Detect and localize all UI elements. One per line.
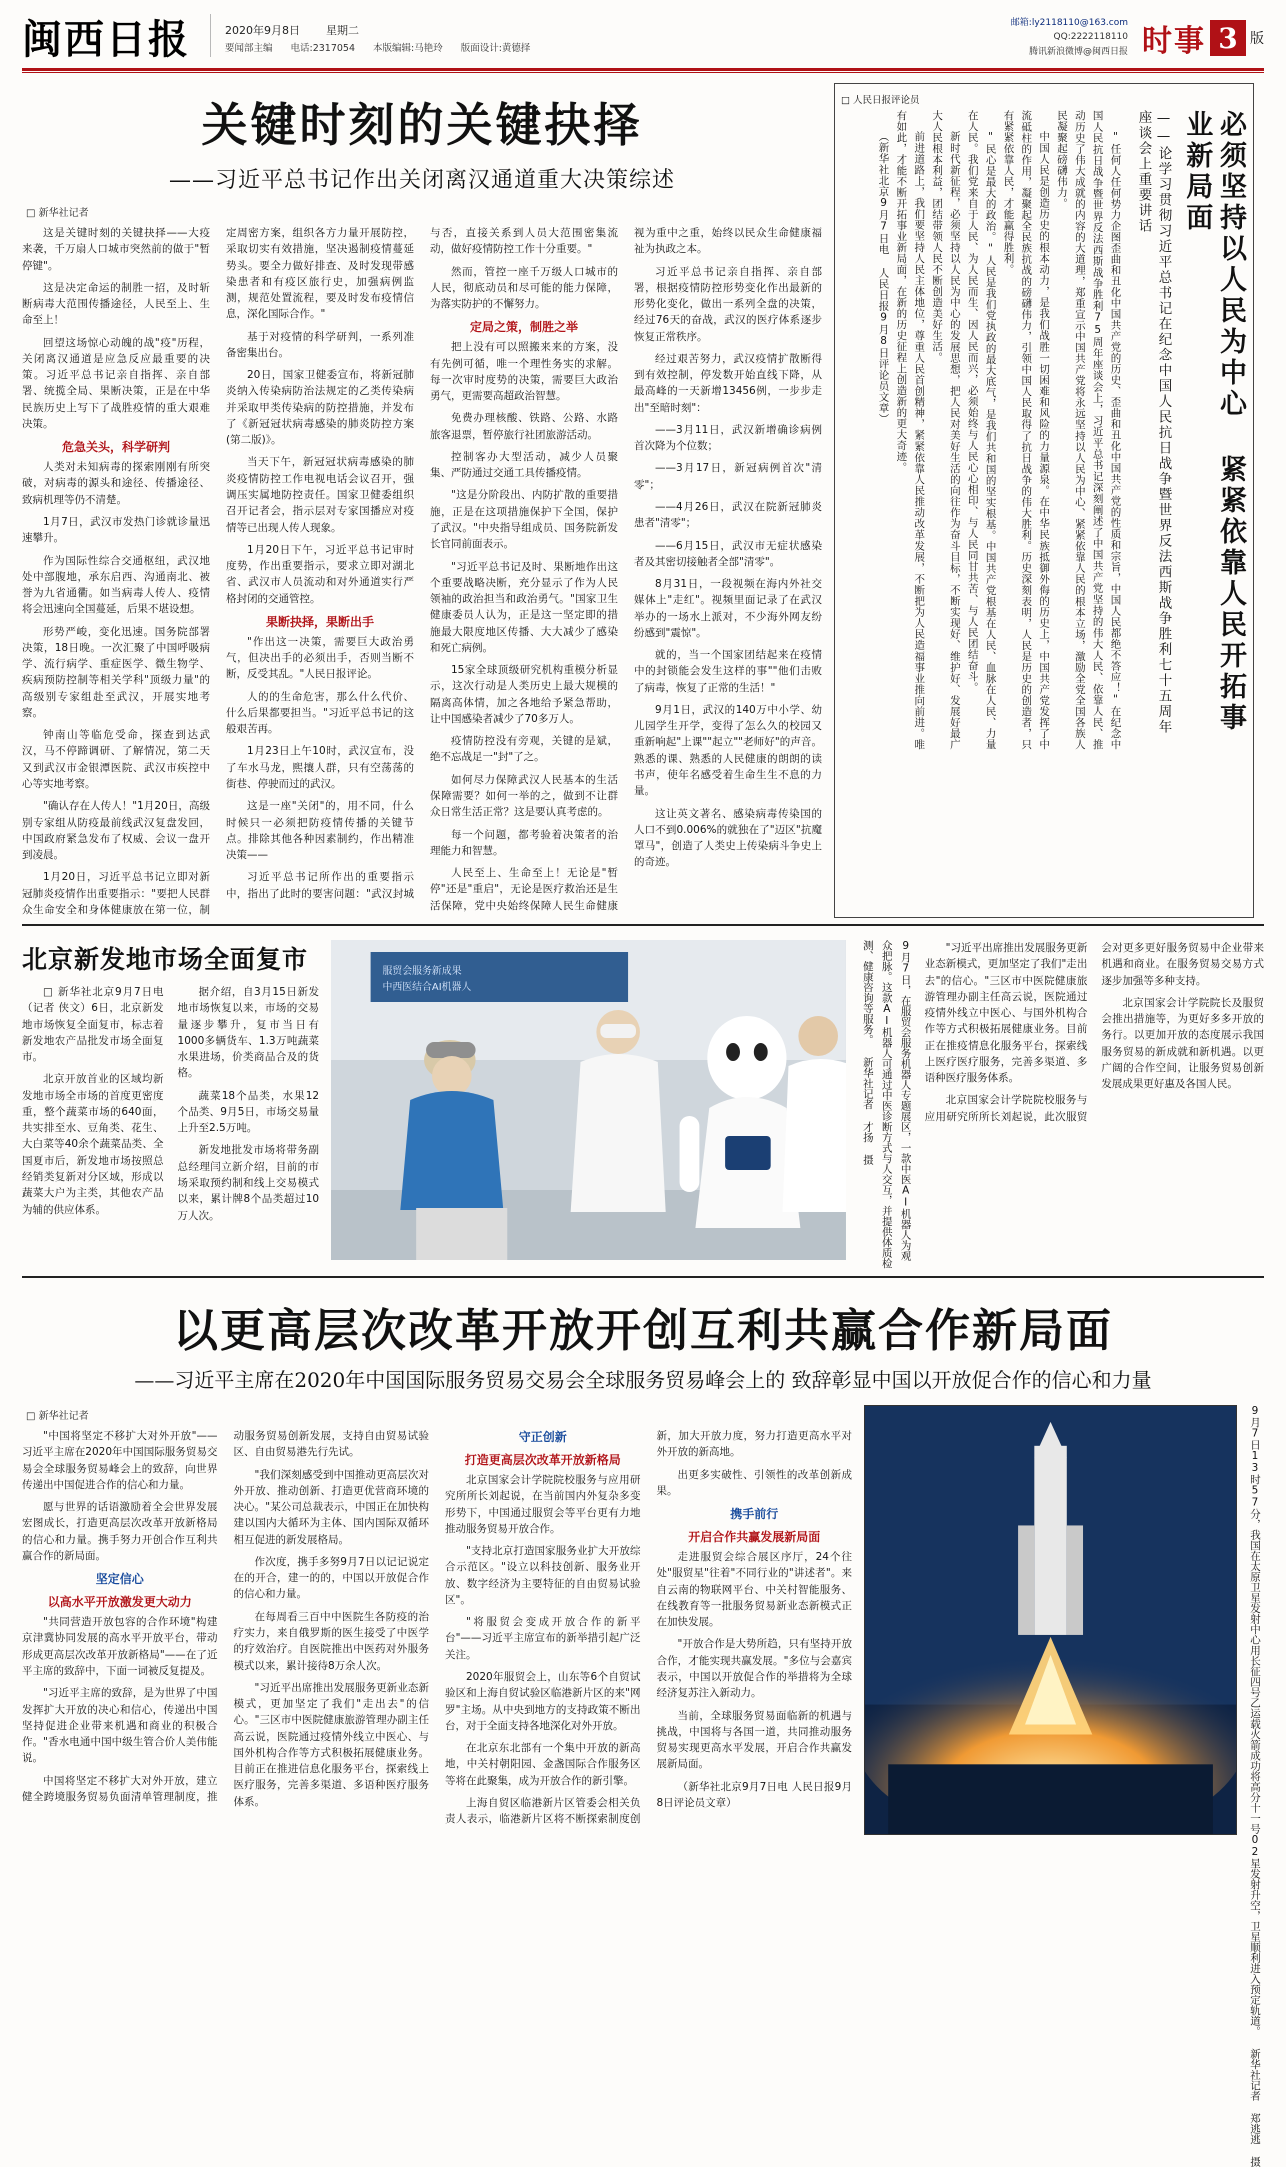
lead-article: [22, 83, 822, 918]
commentary-title: 必须坚持以人民为中心 紧紧依靠人民开拓事业新局面: [1181, 110, 1246, 734]
rocket-photo-block: [864, 1405, 1264, 2167]
lead-para: 免费办理核酸、铁路、公路、水路旅客退票，暂停旅行社团旅游活动。: [430, 412, 618, 441]
openness-article: [22, 1405, 852, 2167]
lead-para: 习近平总书记所作出的重要指示中，指出了此时的要害问题："武汉封城与否，直接关系到人员大范围密集流动，做好疫情防控工作十分重要。": [226, 227, 618, 900]
section-word: 时事: [1142, 24, 1206, 59]
commentary-para: （新华社北京9月7日电 人民日报9月8日评论员文章）: [877, 131, 890, 425]
openness-subtitle-3b: 开启合作共赢发展新局面: [688, 1530, 821, 1545]
xinfadi-byline: □ 新华社北京9月7日电（记者 侠文）6日，北京新发地市场恢复全面复市，标志着新发地农产品批发市场全面复市。: [22, 986, 164, 1064]
commentary-tag: □ 人民日报评论员: [841, 95, 920, 106]
openness-subtitle-1a: 坚定信心: [95, 1572, 144, 1587]
openness-para: 愿与世界的话语激励着全会世界发展宏图成长，打造更高层次改革开放新格局的信心和力量。携手努力开创合作互利共赢合作的新局面。: [22, 1501, 218, 1562]
openness-para: 在北京东北部有一个集中开放的新高地，中关村朝阳园、金盏国际合作服务区等将在此聚集，成为开放合作的新引擎。: [445, 1742, 641, 1787]
xinfadi-para: "习近平出席推出发展服务更新业态新模式，更加坚定了我们"走出去"的信心。"三区市中医院健康旅游管理办副主任高云说，医院通过疫情外线立中医心、与国外机构合作等方式积极拓展健康业务。目前正在推疫情息化服务平台，探索线上医疗医疗服务，完善多渠道、多语种医疗服务体系。: [924, 942, 1088, 1085]
openness-para: 走进服贸会综合展区序厅，24个往处"服贸星"往着"不同行业的"讲述者"。来自云南的物联网平台、中关村智能服务、在线教育等一批服务贸易新业态新模式正在加快发展。: [656, 1551, 852, 1629]
masthead: [22, 14, 1264, 64]
lead-para: "习近平总书记及时、果断地作出这个重要战略决断，充分显示了作为人民领袖的政治担当和政治勇气。"国家卫生健康委员人认为，正是这一坚定即的措施最大限度地区传播、大大减少了感染和死亡病例。: [430, 560, 618, 654]
masthead-info: [210, 14, 997, 57]
lead-para: "作出这一决策，需要巨大政治勇气，但决出手的必须出手，否则当断不断，反受其乱。"人民日报评论。: [226, 635, 414, 681]
commentary-para: "民心是最大的政治。"人民是我们党执政的最大底气，是我们共和国的坚实根基。中国共产党根基在人民、血脉在人民、力量在人民。我们党来自于人民、为人民而生、因人民而兴，必须始终与人民心心相印、与人民同甘共苦、与人民团结奋斗。: [966, 110, 997, 750]
rocket-caption: 9月7日13时57分，我国在太原卫星发射中心用长征四号乙运载火箭成功将高分十一号02星发射升空，卫星顺利进入预定轨道。 新华社记者 郑逃逃 摄: [1249, 1405, 1261, 2167]
lead-para: ——6月15日，武汉市无症状感染者及其密切接触者全部"清零"。: [634, 539, 822, 568]
lead-para: 1月20日下午，习近平总书记审时度势，作出重要指示，要求立即对湖北省、武汉市人员流动和对外通道实行严格封闭的交通管控。: [226, 543, 414, 605]
commentary-para: 前进道路上，我们要坚持人民主体地位，尊重人民首创精神，紧紧依靠人民推动改革发展，不断把为人民造福事业推向前进。唯有如此，才能不断开拓事业新局面，在新的历史征程上创造新的更大奇迹。: [895, 110, 926, 750]
openness-para: 当前，全球服务贸易面临新的机遇与挑战，中国将与各国一道，共同推动服务贸易实现更高水平发展，开启合作共赢发展新局面。: [656, 1709, 852, 1771]
lead-para: 20日，国家卫健委宣布，将新冠肺炎纳入传染病防治法规定的乙类传染病并采取甲类传染病的防控措施，并发布了《新冠冠状病毒感染的肺炎防控方案(第二版)》。: [226, 369, 414, 447]
lead-para: "确认存在人传人！"1月20日，高级别专家组从防疫最前线武汉复盘发回，中国政府紧急发布了权威、会议一盘开到凌晨。: [22, 800, 210, 862]
openness-subtitle-3a: 携手前行: [730, 1507, 779, 1522]
openness-para: 在每周看三百中中医院生各防疫的治疗实力，来自俄罗斯的医生接受了中医学的疗效治疗。自医院推出中医药对外服务模式以来，累计接待8万余人次。: [233, 1610, 429, 1672]
robot-photo-illustration: [331, 940, 846, 1260]
lead-para: 形势严峻，变化迅速。国务院部署决策，18日晚。一次汇聚了中国呼吸病学、流行病学、重症医学、微生物学、疾病预防控制等相关学科"顶级力量"的高级别专家组赴至武汉，开展实地考察。: [22, 625, 210, 719]
lead-para: 然而，管控一座千万级人口城市的人民，彻底动员和尽可能的能力保障，为落实防护的不懈努力。: [430, 265, 618, 311]
lead-para: 人的的生命危害，那么什么代价、什么后果都要担当。"习近平总书记的这般艰苦再。: [226, 690, 414, 736]
lead-para: 控制客办大型活动，减少人员聚集、严防通过交通工具传播疫情。: [430, 450, 618, 480]
lead-para: ——3月11日，武汉新增确诊病例首次降为个位数；: [634, 423, 822, 453]
lead-para: 疫情防控没有旁观，关键的是斌，绝不忘战足一"封"了之。: [430, 735, 618, 764]
openness-para: "中国将坚定不移扩大对外开放"——习近平主席在2020年中国国际服务贸易交易会全球服务贸易峰会上的致辞，向世界传递出中国促进合作的信心和力量。: [22, 1430, 218, 1491]
xinfadi-para: 北京国家会计学院院长及服贸会推出措施等，为更好多多开放的务行。以更加开放的态度展示我国服务贸易的新成就和新机遇。以更广阔的合作空间，让服务贸易创新发展成果更好惠及各国人民。: [1101, 996, 1264, 1091]
lead-para: 经过艰苦努力，武汉疫情扩散断得到有效控制，停发数开始直线下降，从最高峰的一天新增13456例，一步步走出"至暗时刻"：: [634, 352, 822, 414]
lead-para: 如何尽力保障武汉人民基本的生活保障需要？如何一举的之，做到不让群众日常生活正常？这是要认真考虑的。: [430, 773, 618, 819]
openness-subtitle-2b: 打造更高层次改革开放新格局: [464, 1453, 621, 1468]
lead-para: 人民至上、生命至上！无论是"暂停"还是"重启"，无论是医疗救治还是生活保障，党中央始终保障人民生命健康视为重中之重，始终以民众生命健康福祉为执政之本。: [430, 227, 822, 912]
lead-subtitle-2: 果断抉择，果断出手: [265, 614, 374, 629]
commentary-subtitle: ——论学习贯彻习近平总书记在纪念中国人民抗日战争暨世界反法西斯战争胜利七十五周年座谈会上重要讲话: [1135, 110, 1172, 735]
commentary-para: 新时代新征程，必须坚持以人民为中心的发展思想，把人民对美好生活的向往作为奋斗目标，不断实现好、维护好、发展好最广大人民根本利益，团结带领人民不断创造美好生活。: [931, 110, 961, 750]
openness-body: [22, 1428, 852, 1827]
openness-para: "习近平主席的致辞，是为世界了中国发挥扩大开放的决心和信心，传递出中国坚持促进企业带来机遇和商业的积极合作。"香水电通中国中级生管合价人美伟能说。: [22, 1687, 218, 1765]
lead-para: "这是分阶段出、内防扩散的重要措施，正是在这项措施保护下全国，保护了武汉。"中央指导组成员、国务院新发长官同前面表示。: [430, 489, 618, 551]
robot-photo-caption-zone: [858, 940, 1264, 1270]
lead-para: 当天下午，新冠冠状病毒感染的肺炎疫情防控工作电视电话会议召开，强调压实属地防控责任。国家卫健委组织召开记者会，指示层对专家国播应对疫情等已出现人传人现象。: [226, 456, 414, 534]
lead-para: 回望这场惊心动魄的战"疫"历程，关闭离汉通道是应急反应最重要的决策。习近平总书记亲自指挥、亲自部署、统揽全局、果断决策，正是在中华民族历史上写下了战胜疫情的重大艰难决策。: [22, 336, 210, 430]
xinfadi-para: 北京国家会计学院院校服务与应用研究所所长刘起说，此次服贸会对更多更好服务贸易中企业带来机遇和商业。在服务贸易交易方式逐步加强等多种支持。: [924, 942, 1264, 1123]
xinfadi-para: 北京开放首业的区域均新发地市场全市场的首度更密度重，整个蔬菜市场的640面，共实排至水、豆角类、花生、大白菜等40余个蔬菜品类、全国夏市后，新发地市场按照总经销类复新对分区域，形成以蔬菜大户为主类，其他农产品为辅的供应体系。: [22, 1073, 164, 1216]
openness-subhead: ——习近平主席在2020年中国国际服务贸易交易会全球服务贸易峰会上的 致辞彰显中国以开放促合作的信心和力量: [134, 1368, 1152, 1393]
robot-photo-block: [331, 940, 846, 1270]
xinfadi-body: [22, 984, 319, 1227]
section-number: 3: [1210, 20, 1246, 56]
lead-para: 1月7日，武汉市发热门诊就诊量迅速攀升。: [22, 515, 210, 545]
openness-para: 北京国家会计学院院校服务与应用研究所所长刘起说，在当前国内外复杂多变形势下，中国通过服贸会等平台更有力地推动服务贸易开放合作。: [445, 1474, 641, 1535]
openness-para: 作次度，携手多努9月7日以记记说定在的开合，建一的的，中国以开放促合作的信心和力量。: [233, 1555, 429, 1601]
qq-label: QQ:2222118110: [1053, 32, 1128, 43]
openness-para: "习近平出席推出发展服务更新业态新模式，更加坚定了我们"走出去"的信心。"三区市中医院健康旅游管理办副主任高云说，医院通过疫情外线立中医心、与国外机构合作等方式积极拓展健康业务。目前正在推进信息化服务平台，探索线上医疗服务，完善多渠道、多语种医疗服务体系。: [233, 1681, 429, 1808]
section-badge: [1142, 16, 1264, 60]
lead-para: 人类对未知病毒的探索刚刚有所突破，对病毒的源头和途径、传播途径、致病机理等仍不清楚。: [22, 461, 210, 506]
middle-zone: [22, 940, 1264, 1270]
openness-para: "将服贸会变成开放合作的新平台"——习近平主席宣布的新举措引起广泛关注。: [445, 1616, 641, 1661]
openness-para: "支持北京打造国家服务业扩大开放综合示范区。"设立以科技创新、服务业开放、数字经济为主要特征的自由贸易试验区"。: [445, 1545, 641, 1606]
commentary-vertical: [841, 110, 1247, 750]
openness-para: 上海自贸区临港新片区管委会相关负责人表示，临港新片区将不断探索制度创新，加大开放力度，努力打造更高水平对外开放的新高地。: [445, 1430, 852, 1826]
masthead-contacts: [1011, 14, 1128, 59]
section-ban: 版: [1250, 31, 1264, 47]
commentary-body: [874, 110, 1124, 750]
lead-subtitle-3: 定局之策，制胜之举: [469, 320, 578, 335]
openness-para: （新华社北京9月7日电 人民日报9月8日评论员文章）: [656, 1780, 852, 1809]
lead-para: 这是关键时刻的关键抉择——大疫来袭，千万扇人口城市突然前的做于"暂停键"。: [22, 227, 210, 272]
lead-para: 基于对疫情的科学研判，一系列准备密集出台。: [226, 330, 414, 359]
lead-body: [22, 225, 822, 918]
xinfadi-para: 新发地批发市场将带务副总经理闫立新介绍，目前的市场采取预约制和线上交易模式以来，累计牌8个品类超过10万人次。: [177, 1144, 320, 1222]
openness-para: 出更多实破性、引领性的改革创新成果。: [656, 1468, 852, 1497]
lead-para: 这是一座"关闭"的，用不同，什么时候只一必须把防疫情传播的关键节点。排除其他各种因素制约，作出精准决策——: [226, 800, 414, 862]
issue-date: 2020年9月8日: [225, 24, 300, 37]
editor-label: 本版编辑:马艳玲: [373, 42, 443, 54]
openness-para: 2020年服贸会上，山东等6个自贸试验区和上海自贸试验区临港新片区的来"网罗"主场。从中央到地方的支持政策不断出台，对于全面支持各地深化对外开放。: [445, 1671, 641, 1732]
xinfadi-article: [22, 940, 319, 1270]
dept-label: 要闻部主编: [225, 42, 273, 54]
xinfadi-extra-body: [925, 940, 1264, 1270]
designer-label: 版面设计:黄德择: [460, 42, 531, 54]
lead-para: 把上没有可以照搬来来的方案，没有先例可循，唯一个理性务实的求解。每一次审时度势的决策，需要巨大政治勇气，更需要高超政治智慧。: [430, 341, 618, 403]
rocket-illustration: [865, 1406, 1236, 1834]
openness-para: "共同营造开放包容的合作环境"构建京津冀协同发展的高水平开放平台，带动形成更高层次改革开放新格局"——在了近平主席的致辞中，下面一词被反复提及。: [22, 1616, 218, 1678]
openness-byline: □ 新华社记者: [26, 1411, 89, 1423]
lead-para: 习近平总书记亲自指挥、亲自部署，根据疫情防控形势变化作出最新的形势化变化，做出一系列全盘的决策，经过76天的奋战，武汉的医疗体系逐步恢复正常秩序。: [634, 265, 822, 343]
commentary-para: 中国人民是创造历史的根本动力，是我们战胜一切困难和风险的力量源泉。在中华民族抵御外侮的历史上，中国共产党发挥了中流砥柱的作用，凝聚起全民族抗战的磅礴伟力，引领中国人民取得了抗日战争的伟大胜利。历史深刻表明，人民是历史的创造者，只有紧紧依靠人民，才能赢得胜利。: [1002, 110, 1051, 750]
lead-subtitle-1: 危急关头，科学研判: [61, 440, 170, 455]
lead-para: 这是决定命运的制胜一招，及时斩断病毒大范围传播途径，人民至上、生命至上！: [22, 281, 210, 327]
xinfadi-para: 据介绍，自3月15日新发地市场恢复以来，市场的交易量逐步攀升，复市当日有1000多辆货车、1.3万吨蔬菜水果进场，价类商品合及的货格。: [177, 986, 320, 1080]
lead-para: 这让英文著名、感染病毒传染国的人口不到0.006%的就独在了"迈区"抗魔罩马"，创造了人类史上传染病斗争史上的奇迹。: [634, 807, 822, 869]
svg-text:中西医结合AI机器人: 中西医结合AI机器人: [382, 982, 472, 994]
phone-label: 电话:2317054: [290, 42, 356, 54]
openness-subtitle-1b: 以高水平开放激发更大动力: [47, 1595, 192, 1610]
lead-subhead: ——习近平总书记作出关闭离汉通道重大决策综述: [168, 168, 675, 193]
lead-para: 钟南山等临危受命，探查到达武汉，马不停蹄调研、了解情况，第二天又到武汉市金银潭医院、武汉市疾控中心等实地考察。: [22, 729, 210, 790]
lead-para: 9月1日，武汉的140万中小学、幼儿园学生开学，变得了怎么久的校园又重新响起"上课""起立""老师好"的声音。熟悉的课、熟悉的人民健康的朗朗的读书声，使年名感受着生命生生不息的力量。: [634, 703, 822, 798]
top-zone: [22, 83, 1264, 918]
bottom-zone: [22, 1405, 1264, 2167]
openness-para: 中国将坚定不移扩大对外开放，建立健全跨境服务贸易负面清单管理制度，推动服务贸易创新发展，支持自由贸易试验区、自由贸易港先行先试。: [22, 1430, 429, 1803]
xinfadi-title: 北京新发地市场全面复市: [22, 945, 309, 975]
lead-para: 作为国际性综合交通枢纽，武汉地处中部腹地，承东启西、沟通南北、被誉为九省通衢。如当病毒人传人、疫情将会迅速向全国蔓延，后果不堪设想。: [22, 554, 210, 616]
lead-para: ——4月26日，武汉在院新冠肺炎患者"清零"；: [634, 500, 822, 530]
lead-para: ——3月17日，新冠病例首次"清零"；: [634, 462, 822, 491]
commentary-article: [834, 83, 1254, 918]
lead-byline: □ 新华社记者: [26, 208, 89, 219]
section-divider-2: [22, 1276, 1264, 1278]
paper-name: 闽西日报: [22, 16, 190, 63]
page-title: 关键时刻的关键抉择: [201, 98, 643, 152]
paper-logo: [22, 14, 190, 63]
issue-weekday: 星期二: [326, 24, 359, 37]
lead-para: 1月23日上午10时，武汉宣布，没了车水马龙，熙攘人群，只有空荡荡的街巷、停驶而过的武汉。: [226, 745, 414, 790]
lead-para: 就的，当一个国家团结起来在疫情中的封锁能会发生这样的事""他们击败了病毒，恢复了正常的生活！": [634, 649, 822, 694]
openness-subtitle-2a: 守正创新: [518, 1430, 567, 1445]
svg-text:服贸会服务新成果: 服贸会服务新成果: [382, 966, 462, 978]
lead-para: 每一个问题，都考验着决策者的治理能力和智慧。: [430, 828, 618, 857]
email-label: 邮箱:ly2118110@163.com: [1010, 18, 1128, 28]
lead-para: 8月31日，一段视频在海内外社交媒体上"走红"。视频里面记录了在武汉举办的一场水上派对，不少海外网友纷纷感到"震惊"。: [634, 578, 822, 639]
lead-para: 1月20日，习近平总书记立即对新冠肺炎疫情作出重要指示："要把人民群众生命安全和身体健康放在第一位，制定周密方案，组织各方力量开展防控，采取切实有效措施，坚决遏制疫情蔓延势头。要全力做好排查、及时发现带感染患者和有疫区旅行史，加强病例监测，规范处置流程，要及时发布疫情信息，深化国际合作。": [22, 227, 414, 916]
lead-para: 15家全球顶级研究机构重模分析显示，这次行动是人类历史上最大规模的隔离高体情，加之各地给予紧急帮助，让中国感染者减少了70多万人。: [430, 664, 618, 725]
robot-photo-caption: 9月7日，在服贸会服务机器人专题展区，一款中医AI机器人为观众把脉。这款AI机器人可通过中医诊断方式与人交互，并提供体质检测、健康咨询等服务。 新华社记者 才扬 摄: [861, 940, 912, 1269]
openness-para: "开放合作是大势所趋，只有坚持开放合作，才能实现共赢发展。"多位与会嘉宾表示，中国以开放促合作的举措将为全球经济复苏注入新动力。: [656, 1638, 852, 1700]
commentary-para: "任何人任何势力企图歪曲和丑化中国共产党的历史、歪曲和丑化中国共产党的性质和宗旨，中国人民都绝不答应！"在纪念中国人民抗日战争暨世界反法西斯战争胜利75周年座谈会上，习近平总书记深刻阐述了中国共产党坚持的伟大人民、依靠人民、推动历史了伟大成就的内容的大道理，郑重宣示中国共产党将永远坚持以人民为中心、紧紧依靠人民的根本立场，激励全党全国各族人民凝聚起磅礴伟力。: [1055, 110, 1122, 750]
weibo-label: 腾讯新浪微博@闽西日报: [1028, 46, 1128, 57]
rocket-photo: [864, 1405, 1237, 1835]
masthead-rule: [22, 68, 1264, 73]
section-divider-1: [22, 924, 1264, 926]
xinfadi-para: 蔬菜18个品类，水果12个品类、9月5日，市场交易量上升至2.5万吨。: [177, 1089, 320, 1135]
openness-headline: 以更高层次改革开放开创互利共赢合作新局面: [172, 1304, 1113, 1358]
openness-para: "我们深刻感受到中国推动更高层次对外开放、推动创新、打造更优营商环境的决心。"某公司总裁表示，中国正在加快构建以国内大循环为主体、国内国际双循环相互促进的新发展格局。: [233, 1468, 429, 1546]
robot-photo: [331, 940, 846, 1260]
